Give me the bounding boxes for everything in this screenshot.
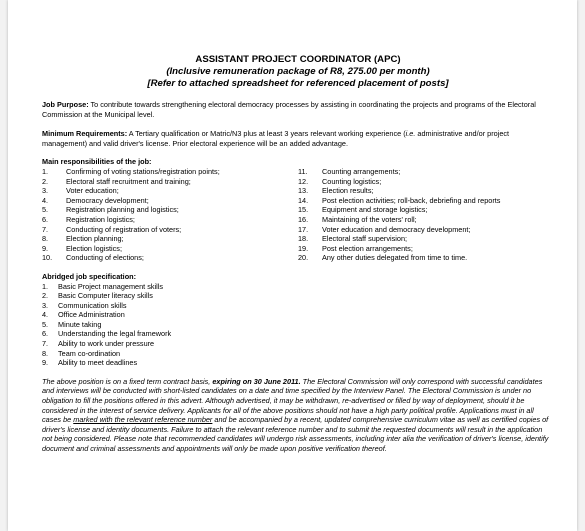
item-text: Any other duties delegated from time to time. bbox=[322, 253, 468, 263]
item-text: Post election arrangements; bbox=[322, 243, 413, 253]
page-title: ASSISTANT PROJECT COORDINATOR (APC) bbox=[195, 54, 401, 65]
item-number: 5. bbox=[42, 205, 49, 215]
document-body bbox=[42, 54, 554, 454]
list-item bbox=[42, 282, 554, 292]
list-item bbox=[298, 167, 554, 177]
item-number: 18. bbox=[298, 234, 309, 244]
minimum-requirements bbox=[42, 129, 554, 148]
list-item bbox=[42, 225, 298, 235]
item-number: 11. bbox=[298, 166, 308, 176]
list-item bbox=[42, 177, 298, 187]
min-requirements-label: Minimum Requirements: bbox=[42, 129, 128, 139]
min-requirements-text-2: administrative and/or project management) and valid driver's license. Prior electoral experience will be an added advantage. bbox=[42, 129, 510, 148]
list-item bbox=[42, 253, 298, 263]
list-item bbox=[42, 244, 298, 254]
item-number: 20. bbox=[298, 253, 309, 263]
remuneration-subtitle: (Inclusive remuneration package of R8, 275.00 per month) bbox=[166, 66, 430, 77]
item-text: Election planning; bbox=[66, 234, 124, 244]
item-number: 9. bbox=[42, 243, 49, 253]
list-item bbox=[42, 196, 298, 206]
list-item bbox=[298, 205, 554, 215]
item-text: Registration logistics; bbox=[66, 214, 135, 224]
item-number: 2. bbox=[42, 291, 49, 301]
item-text: Basic Computer literacy skills bbox=[58, 291, 153, 301]
item-text: Basic Project management skills bbox=[58, 281, 164, 291]
item-text: Democracy development; bbox=[66, 195, 149, 205]
item-number: 16. bbox=[298, 214, 309, 224]
item-number: 7. bbox=[42, 224, 49, 234]
spreadsheet-reference: [Refer to attached spreadsheet for referenced placement of posts] bbox=[147, 78, 449, 89]
item-number: 13. bbox=[298, 186, 309, 196]
responsibilities-left-column bbox=[42, 167, 298, 263]
list-item bbox=[42, 320, 554, 330]
expiry-date: expiring on 30 June 2011. bbox=[210, 376, 301, 386]
list-item bbox=[42, 349, 554, 359]
item-text: Conducting of registration of voters; bbox=[66, 224, 182, 234]
item-text: Voter education; bbox=[66, 186, 119, 196]
list-item bbox=[298, 244, 554, 254]
item-number: 4. bbox=[42, 310, 49, 320]
job-purpose-label: Job Purpose: bbox=[42, 100, 89, 109]
abridged-heading: Abridged job specification: bbox=[42, 271, 137, 281]
closing-text-3: and be accompanied by a recent, updated comprehensive curriculum vitae as well as certified copies of driver's license and identity documents. Failure to attach the relevant reference number and to submit the requested documents will result in the application not being considered. Please note that recommended candidates will undergo risk assessments, including inter alia the verification of driver's license, identify document and criminal assessments and appointments will only be made upon positive verification thereof. bbox=[42, 415, 549, 453]
min-requirements-text-1: A Tertiary qualification or Matric/N3 plus at least 3 years relevant working experience ( bbox=[128, 129, 406, 139]
item-number: 10. bbox=[42, 253, 53, 263]
list-item bbox=[298, 234, 554, 244]
item-number: 6. bbox=[42, 214, 49, 224]
list-item bbox=[298, 225, 554, 235]
item-text: Electoral staff supervision; bbox=[322, 234, 408, 244]
list-item bbox=[42, 339, 554, 349]
item-number: 4. bbox=[42, 195, 49, 205]
responsibilities-heading: Main responsibilities of the job: bbox=[42, 157, 152, 167]
closing-text-2: The Electoral Commission will only correspond with successful candidates and interviews will be conducted with short-listed candidates on a date and time specified by the Interview Panel. The Electoral Commission is under no obligation to fill the positions offered in this advert. Although advertised, it may be withdrawn, re-advertised or filled by way of deployment, should it be considered in the interest of service delivery. Applicants for all of the above positions should not have a high party political profile. Applications must in all cases be bbox=[42, 376, 543, 425]
item-number: 6. bbox=[42, 329, 49, 339]
item-text: Understanding the legal framework bbox=[58, 329, 172, 339]
item-text: Office Administration bbox=[58, 310, 125, 320]
item-text: Election logistics; bbox=[66, 243, 122, 253]
job-purpose-text: To contribute towards strengthening electoral democracy processes by assisting in coordinating the projects and programs of the Electoral Commission at the Municipal level. bbox=[42, 100, 536, 119]
item-text: Electoral staff recruitment and training; bbox=[66, 176, 191, 186]
item-text: Minute taking bbox=[58, 319, 102, 329]
list-item bbox=[42, 215, 298, 225]
reference-number-note: marked with the relevant reference number bbox=[73, 415, 213, 425]
responsibilities-list bbox=[42, 167, 554, 263]
item-text: Maintaining of the voters' roll; bbox=[322, 214, 417, 224]
responsibilities-right-column bbox=[298, 167, 554, 263]
item-text: Registration planning and logistics; bbox=[66, 205, 179, 215]
item-text: Confirming of voting stations/registration points; bbox=[66, 166, 220, 176]
item-text: Ability to work under pressure bbox=[58, 339, 155, 349]
item-number: 19. bbox=[298, 243, 309, 253]
list-item bbox=[298, 253, 554, 263]
job-purpose bbox=[42, 100, 554, 119]
item-number: 1. bbox=[42, 281, 49, 291]
item-number: 5. bbox=[42, 319, 49, 329]
item-number: 1. bbox=[42, 166, 49, 176]
list-item bbox=[42, 329, 554, 339]
list-item bbox=[298, 177, 554, 187]
item-number: 7. bbox=[42, 339, 49, 349]
item-number: 14. bbox=[298, 195, 309, 205]
abridged-list bbox=[42, 282, 554, 368]
item-text: Voter education and democracy development; bbox=[322, 224, 471, 234]
list-item bbox=[42, 234, 298, 244]
list-item bbox=[42, 358, 554, 368]
list-item bbox=[42, 167, 298, 177]
closing-text-1: The above position is on a fixed term contract basis, bbox=[42, 376, 211, 386]
closing-notice bbox=[42, 377, 554, 454]
item-number: 9. bbox=[42, 358, 49, 368]
list-item bbox=[298, 186, 554, 196]
item-number: 3. bbox=[42, 300, 49, 310]
list-item bbox=[42, 301, 554, 311]
item-text: Equipment and storage logistics; bbox=[322, 205, 428, 215]
document-page bbox=[8, 0, 577, 531]
item-text: Counting arrangements; bbox=[322, 166, 401, 176]
item-text: Post election activities; roll-back, debriefing and reports bbox=[322, 195, 501, 205]
list-item bbox=[42, 186, 298, 196]
item-text: Ability to meet deadlines bbox=[58, 358, 138, 368]
item-number: 3. bbox=[42, 186, 49, 196]
item-text: Conducting of elections; bbox=[66, 253, 144, 263]
list-item bbox=[298, 196, 554, 206]
item-text: Counting logistics; bbox=[322, 176, 382, 186]
item-text: Team co-ordination bbox=[58, 348, 121, 358]
list-item bbox=[298, 215, 554, 225]
min-requirements-ie: i.e. bbox=[405, 129, 416, 139]
item-number: 15. bbox=[298, 205, 309, 215]
item-number: 12. bbox=[298, 176, 309, 186]
item-number: 2. bbox=[42, 176, 49, 186]
item-number: 8. bbox=[42, 234, 49, 244]
list-item bbox=[42, 291, 554, 301]
item-number: 8. bbox=[42, 348, 49, 358]
list-item bbox=[42, 205, 298, 215]
item-number: 17. bbox=[298, 224, 309, 234]
list-item bbox=[42, 310, 554, 320]
item-text: Election results; bbox=[322, 186, 374, 196]
item-text: Communication skills bbox=[58, 300, 127, 310]
